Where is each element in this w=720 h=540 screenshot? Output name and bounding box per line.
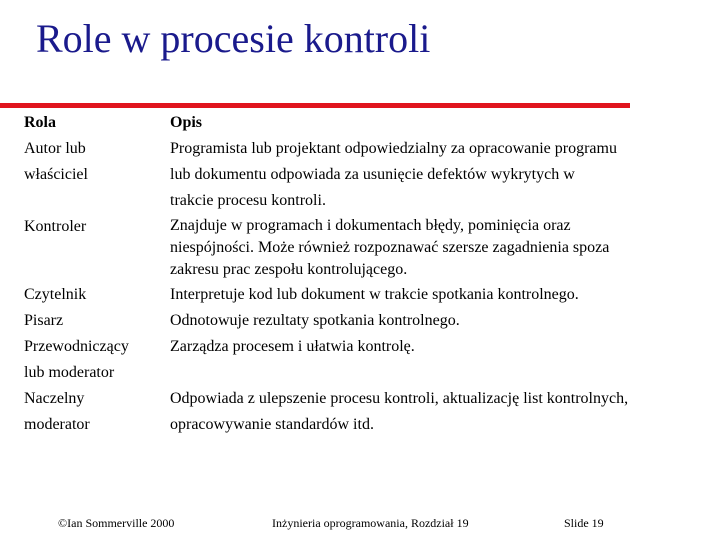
desc-moderator: Zarządza procesem i ułatwia kontrolę. [170, 338, 415, 355]
role-chief-moderator-line1: Naczelny [24, 390, 85, 407]
role-inspector: Kontroler [24, 218, 87, 235]
desc-reader: Interpretuje kod lub dokument w trakcie spotkania kontrolnego. [170, 286, 579, 303]
role-chief-moderator-line2: moderator [24, 416, 90, 433]
footer-slide-number: Slide 19 [564, 516, 604, 530]
header-role: Rola [24, 114, 56, 131]
desc-inspector-line2: niespójności. Może również rozpoznawać szersze zagadnienia spoza [170, 239, 610, 256]
desc-inspector-line1: Znajduje w programach i dokumentach błędy, pominięcia oraz [170, 217, 571, 234]
desc-author-line1: Programista lub projektant odpowiedzialny za opracowanie programu [170, 140, 617, 157]
role-scribe: Pisarz [24, 312, 64, 329]
footer-copyright: ©Ian Sommerville 2000 [58, 516, 175, 530]
title-divider [0, 103, 630, 108]
footer-book: Inżynieria oprogramowania, Rozdział 19 [272, 516, 469, 530]
desc-inspector-line3: zakresu prac zespołu kontrolującego. [170, 261, 408, 278]
role-reader: Czytelnik [24, 286, 87, 303]
desc-scribe: Odnotowuje rezultaty spotkania kontrolnego. [170, 312, 460, 329]
desc-author-line2: lub dokumentu odpowiada za usunięcie defektów wykrytych w [170, 166, 575, 183]
role-author-line1: Autor lub [24, 140, 86, 157]
desc-chief-moderator-line1: Odpowiada z ulepszenie procesu kontroli, aktualizację list kontrolnych, [170, 390, 629, 407]
header-description: Opis [170, 114, 203, 131]
role-author-line2: właściciel [24, 166, 88, 183]
role-moderator-line1: Przewodniczący [24, 338, 129, 355]
desc-author-line3: trakcie procesu kontroli. [170, 192, 326, 209]
slide-title: Role w procesie kontroli [36, 16, 431, 61]
desc-chief-moderator-line2: opracowywanie standardów itd. [170, 416, 374, 433]
role-moderator-line2: lub moderator [24, 364, 115, 381]
